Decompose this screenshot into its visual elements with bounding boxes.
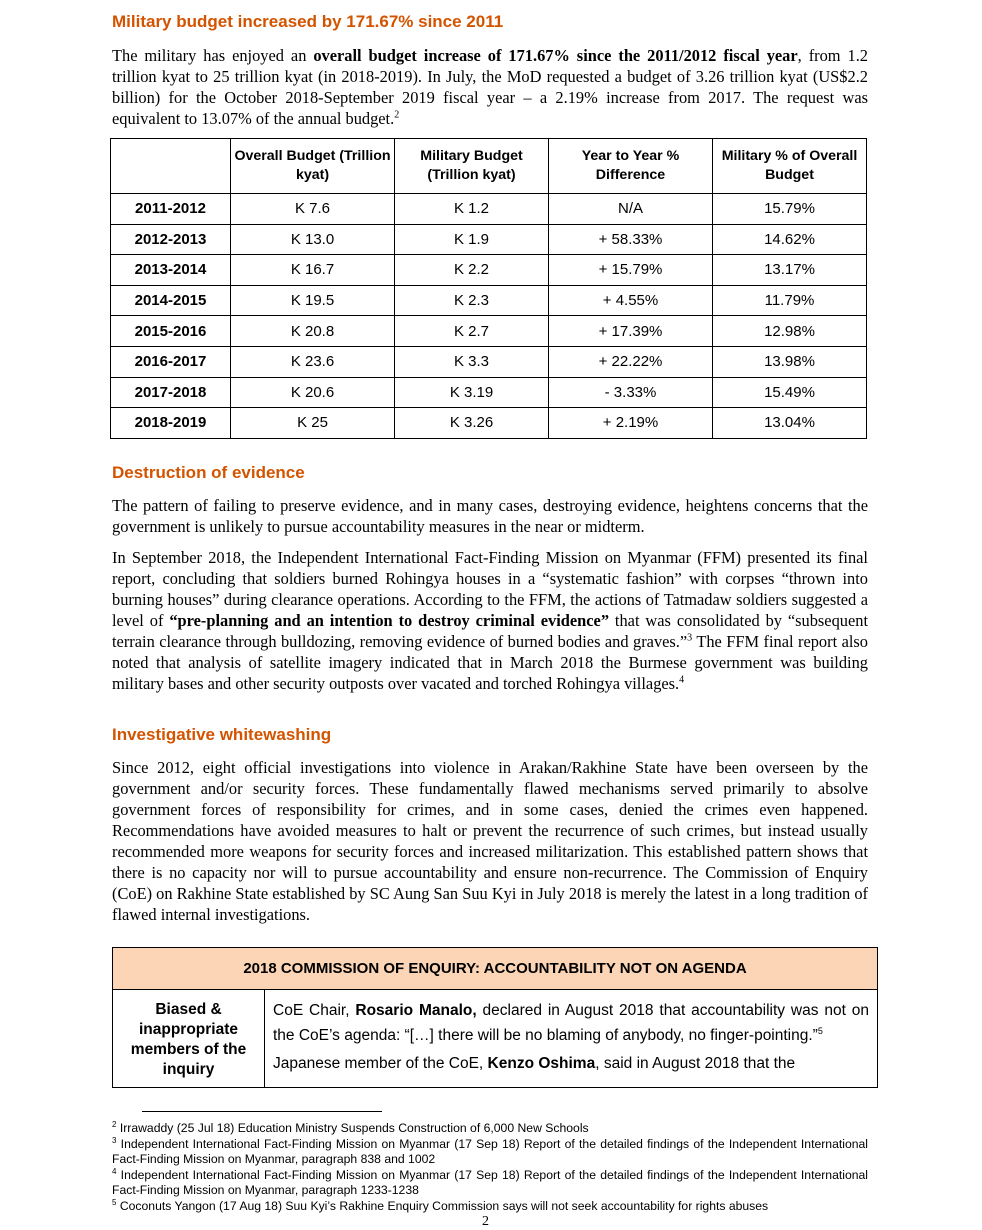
footnote-text: Independent International Fact-Finding Mission on Myanmar (17 Sep 18) Report of the detailed findings of the Independent International Fact-Finding Mission on Myanmar, paragraph 838 and 1002 bbox=[112, 1136, 868, 1166]
table-cell: + 2.19% bbox=[549, 408, 713, 439]
table-row bbox=[111, 285, 867, 316]
table-cell-year: 2017-2018 bbox=[111, 377, 231, 408]
coe-statement-oshima bbox=[273, 1054, 869, 1074]
coe-row-content bbox=[265, 990, 877, 1088]
table-cell: K 2.2 bbox=[395, 255, 549, 286]
table-cell-year: 2018-2019 bbox=[111, 408, 231, 439]
table-cell: K 2.7 bbox=[395, 316, 549, 347]
bold-text-run: Kenzo Oshima bbox=[487, 1055, 596, 1073]
page-number: 2 bbox=[482, 1214, 489, 1229]
table-row bbox=[111, 194, 867, 225]
table-cell: K 16.7 bbox=[231, 255, 395, 286]
footnote-item bbox=[112, 1168, 868, 1199]
footnote-text: Independent International Fact-Finding Mission on Myanmar (17 Sep 18) Report of the detailed findings of the Independent International Fact-Finding Mission on Myanmar, paragraph 1233-1238 bbox=[112, 1167, 868, 1197]
text-run: declared in August 2018 that accountability was not on the CoE’s agenda: “[…] there will be no blaming of anybody, no finger-pointing.” bbox=[273, 1002, 869, 1045]
table-cell: 13.04% bbox=[713, 408, 867, 439]
footnote-ref[interactable]: 5 bbox=[817, 1026, 823, 1036]
footnote-ref[interactable]: 2 bbox=[394, 109, 400, 121]
table-cell: + 15.79% bbox=[549, 255, 713, 286]
table-cell: K 1.9 bbox=[395, 224, 549, 255]
table-row bbox=[111, 408, 867, 439]
table-cell: K 3.26 bbox=[395, 408, 549, 439]
footnote-ref[interactable]: 3 bbox=[687, 632, 693, 644]
text-run: In September 2018, the Independent International Fact-Finding Mission on Myanmar (FFM) presented its final report, concluding that soldiers burned Rohingya houses in a “systematic fashion” with corpses “thrown into burning houses” during clearance operations. According to the FFM, the actions of Tatmadaw soldiers suggested a level of bbox=[112, 548, 868, 630]
table-cell: 15.79% bbox=[713, 194, 867, 225]
table-cell: 12.98% bbox=[713, 316, 867, 347]
bold-text-run: “pre-planning and an intention to destroy criminal evidence” bbox=[169, 611, 610, 630]
military-budget-table bbox=[110, 138, 867, 439]
table-cell-year: 2013-2014 bbox=[111, 255, 231, 286]
table-cell-year: 2014-2015 bbox=[111, 285, 231, 316]
table-row bbox=[111, 377, 867, 408]
table-cell: 11.79% bbox=[713, 285, 867, 316]
table-cell: + 17.39% bbox=[549, 316, 713, 347]
coe-statement-manalo bbox=[273, 1001, 869, 1046]
footnote-item bbox=[112, 1199, 868, 1215]
table-cell: 13.98% bbox=[713, 346, 867, 377]
table-cell: K 25 bbox=[231, 408, 395, 439]
table-header-cell: Overall Budget (Trillion kyat) bbox=[231, 139, 395, 194]
text-run: The FFM final report also noted that analysis of satellite imagery indicated that in March 2018 the Burmese government was building military bases and other security outposts over vacated and torched Rohingya villages. bbox=[112, 632, 868, 693]
table-cell: K 20.6 bbox=[231, 377, 395, 408]
text-run: Japanese member of the CoE, bbox=[273, 1055, 488, 1073]
footnote-text: Irrawaddy (25 Jul 18) Education Ministry Suspends Construction of 6,000 New Schools bbox=[116, 1121, 589, 1135]
table-cell: K 3.3 bbox=[395, 346, 549, 377]
table-cell: N/A bbox=[549, 194, 713, 225]
table-cell: K 13.0 bbox=[231, 224, 395, 255]
table-cell: + 4.55% bbox=[549, 285, 713, 316]
bold-text-run: Rosario Manalo, bbox=[355, 1002, 477, 1019]
coe-row-label: Biased & inappropriate members of the inquiry bbox=[113, 990, 265, 1088]
coe-box-body bbox=[113, 990, 877, 1088]
footnote-item bbox=[112, 1121, 868, 1137]
table-cell: - 3.33% bbox=[549, 377, 713, 408]
table-row bbox=[111, 316, 867, 347]
table-cell-year: 2016-2017 bbox=[111, 346, 231, 377]
text-run: , from 1.2 trillion kyat to 25 trillion kyat (in 2018-2019). In July, the MoD requested a budget of 3.26 trillion kyat (US$2.2 billion) for the October 2018-September 2019 fiscal year – a 2.19% increase from 2017. The request was equivalent to 13.07% of the annual budget. bbox=[112, 46, 868, 128]
footnote-number: 3 bbox=[112, 1135, 117, 1145]
text-run: The military has enjoyed an bbox=[112, 46, 314, 65]
footnote-text: Coconuts Yangon (17 Aug 18) Suu Kyi’s Rakhine Enquiry Commission says will not seek accountability for rights abuses bbox=[116, 1198, 769, 1213]
table-cell-year: 2011-2012 bbox=[111, 194, 231, 225]
table-cell: K 1.2 bbox=[395, 194, 549, 225]
whitewashing-paragraph: Since 2012, eight official investigations into violence in Arakan/Rakhine State have been overseen by the government and/or security forces. These fundamentally flawed mechanisms served primarily to absolve government forces of responsibility for crimes, and in some cases, denied the crimes even happened. Recommendations have avoided measures to halt or prevent the recurrence of such crimes, but instead usually recommended more weapons for security forces and increased militarization. This established pattern shows that there is no capacity nor will to pursue accountability and ensure non-recurrence. The Commission of Enquiry (CoE) on Rakhine State established by SC Aung San Suu Kyi in July 2018 is merely the latest in a long tradition of flawed internal investigations. bbox=[112, 758, 868, 924]
section-heading-military-budget: Military budget increased by 171.67% since 2011 bbox=[112, 12, 504, 31]
military-budget-paragraph bbox=[112, 45, 868, 129]
table-header-cell bbox=[111, 139, 231, 194]
section-heading-investigative-whitewashing: Investigative whitewashing bbox=[112, 725, 332, 744]
footnote-number: 5 bbox=[112, 1197, 117, 1207]
table-cell: 15.49% bbox=[713, 377, 867, 408]
evidence-paragraph-1: The pattern of failing to preserve evidence, and in many cases, destroying evidence, heightens concerns that the government is unlikely to pursue accountability measures in the near or midterm. bbox=[112, 496, 868, 536]
evidence-paragraph-2 bbox=[112, 547, 868, 694]
table-cell: K 23.6 bbox=[231, 346, 395, 377]
footnote-ref[interactable]: 4 bbox=[679, 674, 685, 686]
text-run: , said in August 2018 that the bbox=[595, 1055, 796, 1073]
table-cell-year: 2012-2013 bbox=[111, 224, 231, 255]
table-cell: + 58.33% bbox=[549, 224, 713, 255]
table-row bbox=[111, 255, 867, 286]
table-cell: K 2.3 bbox=[395, 285, 549, 316]
footnote-item bbox=[112, 1137, 868, 1168]
footnote-divider bbox=[142, 1111, 382, 1112]
footnote-number: 2 bbox=[112, 1119, 117, 1129]
table-cell: K 19.5 bbox=[231, 285, 395, 316]
text-run: that was consolidated by “subsequent terrain clearance through bulldozing, removing evidence of burned bodies and graves.” bbox=[112, 611, 869, 651]
table-cell: + 22.22% bbox=[549, 346, 713, 377]
table-row bbox=[111, 346, 867, 377]
footnotes bbox=[112, 1121, 868, 1214]
table-header-row bbox=[111, 139, 867, 194]
coe-box-title: 2018 COMMISSION OF ENQUIRY: ACCOUNTABILITY NOT ON AGENDA bbox=[113, 948, 877, 990]
bold-text-run: overall budget increase of 171.67% since the 2011/2012 fiscal year bbox=[313, 46, 798, 65]
coe-callout-box bbox=[112, 947, 878, 1088]
table-row bbox=[111, 224, 867, 255]
footnote-number: 4 bbox=[112, 1166, 117, 1176]
table-cell: 13.17% bbox=[713, 255, 867, 286]
table-cell: K 3.19 bbox=[395, 377, 549, 408]
table-header-cell: Year to Year % Difference bbox=[549, 139, 713, 194]
table-cell: 14.62% bbox=[713, 224, 867, 255]
text-run: CoE Chair, bbox=[273, 1002, 356, 1019]
table-header-cell: Military Budget (Trillion kyat) bbox=[395, 139, 549, 194]
section-heading-destruction-of-evidence: Destruction of evidence bbox=[112, 463, 305, 482]
table-cell: K 20.8 bbox=[231, 316, 395, 347]
table-header-cell: Military % of Overall Budget bbox=[713, 139, 867, 194]
table-cell-year: 2015-2016 bbox=[111, 316, 231, 347]
table-cell: K 7.6 bbox=[231, 194, 395, 225]
